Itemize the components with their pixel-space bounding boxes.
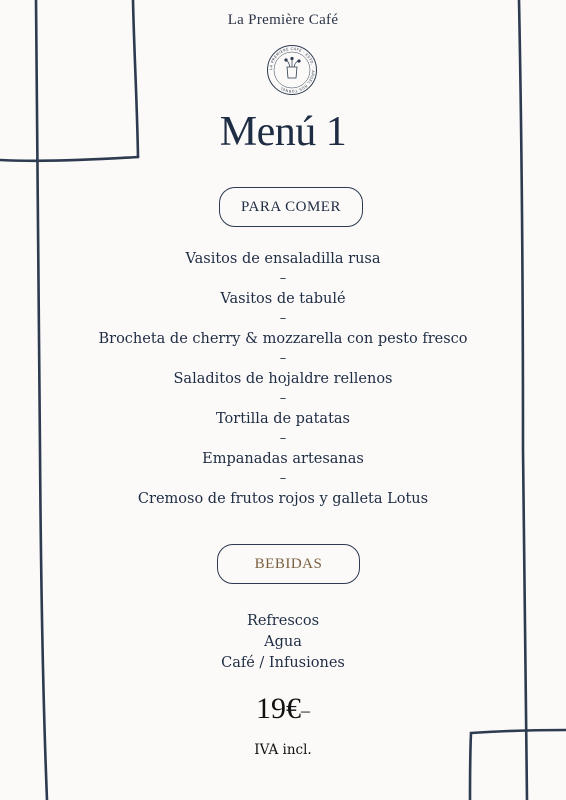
item-separator: – [279, 391, 287, 406]
food-item: Cremoso de frutos rojos y galleta Lotus [137, 491, 429, 507]
svg-text:LA PREMIÈRE CAFÉ · ESTD. · ARG: LA PREMIÈRE CAFÉ · ESTD. · ARGEL RUS TORNEL [268, 46, 316, 94]
food-item: Vasitos de ensaladilla rusa [185, 251, 381, 267]
item-separator: – [279, 351, 287, 366]
food-item: Vasitos de tabulé [220, 291, 346, 307]
drink-item: Café / Infusiones [221, 655, 345, 671]
drink-item: Agua [264, 634, 302, 650]
price-dash: – [301, 700, 310, 721]
food-item: Tortilla de patatas [216, 411, 350, 427]
menu-title: Menú 1 [219, 109, 347, 155]
item-separator: – [279, 311, 287, 326]
food-item: Brocheta de cherry & mozzarella con pesto fresco [98, 331, 468, 347]
item-separator: – [279, 471, 287, 486]
menu-price [0, 692, 566, 726]
food-section-heading: PARA COMER [219, 187, 363, 227]
drinks-list [0, 611, 566, 674]
food-list [0, 248, 566, 510]
drinks-section-heading: BEBIDAS [217, 544, 360, 584]
item-separator: – [279, 431, 287, 446]
brand-name: La Première Café [227, 12, 339, 28]
food-item: Saladitos de hojaldre rellenos [173, 371, 393, 387]
food-item: Empanadas artesanas [202, 451, 364, 467]
vat-note: IVA incl. [254, 742, 312, 758]
item-separator: – [279, 271, 287, 286]
cafe-seal-logo [266, 44, 318, 96]
price-value: 19€ [256, 692, 301, 725]
drink-item: Refrescos [246, 613, 320, 629]
